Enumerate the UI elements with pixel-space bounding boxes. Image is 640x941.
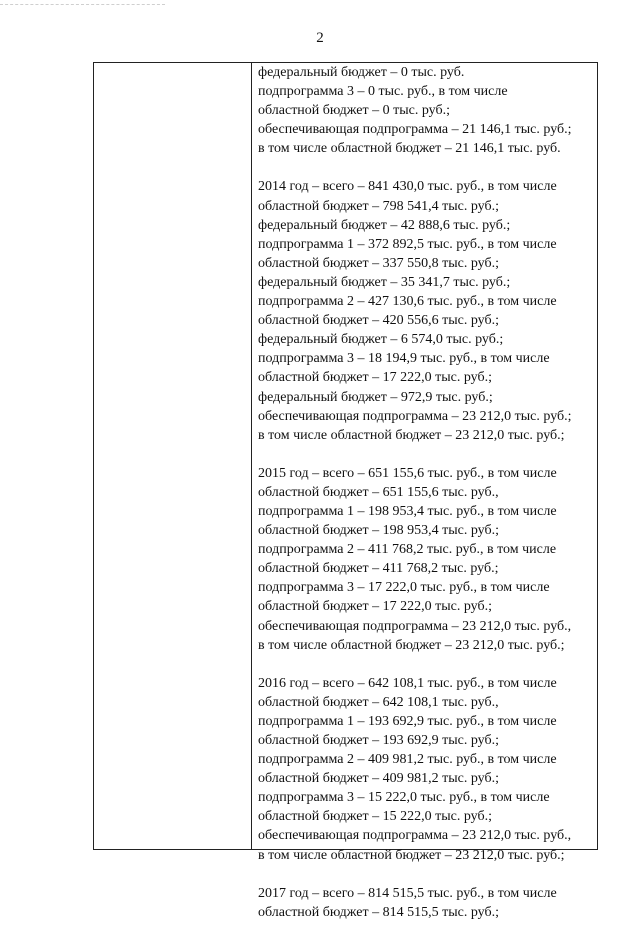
funding-paragraph <box>258 177 595 444</box>
funding-line: областной бюджет – 651 155,6 тыс. руб., <box>258 484 499 500</box>
funding-line: областной бюджет – 17 222,0 тыс. руб.; <box>258 599 492 615</box>
funding-line: подпрограмма 1 – 372 892,5 тыс. руб., в том числе <box>258 236 557 252</box>
funding-line: областной бюджет – 0 тыс. руб.; <box>258 103 450 119</box>
funding-line: в том числе областной бюджет – 23 212,0 тыс. руб.; <box>258 847 565 863</box>
funding-line: обеспечивающая подпрограмма – 23 212,0 тыс. руб., <box>258 828 572 844</box>
funding-line: обеспечивающая подпрограмма – 23 212,0 тыс. руб.; <box>258 408 572 424</box>
funding-details-cell <box>258 63 595 941</box>
funding-line: подпрограмма 3 – 15 222,0 тыс. руб., в том числе <box>258 790 550 806</box>
funding-line: подпрограмма 2 – 411 768,2 тыс. руб., в том числе <box>258 542 557 558</box>
funding-line: областной бюджет – 17 222,0 тыс. руб.; <box>258 370 492 386</box>
funding-line: областной бюджет – 198 953,4 тыс. руб.; <box>258 523 499 539</box>
funding-line: областной бюджет – 15 222,0 тыс. руб.; <box>258 809 492 825</box>
scan-artifact <box>0 0 165 5</box>
funding-line: областной бюджет – 814 515,5 тыс. руб.; <box>258 904 499 920</box>
funding-line: областной бюджет – 193 692,9 тыс. руб.; <box>258 733 499 748</box>
funding-line: подпрограмма 2 – 427 130,6 тыс. руб., в том числе <box>258 294 557 310</box>
funding-line: подпрограмма 3 – 17 222,0 тыс. руб., в том числе <box>258 580 550 596</box>
funding-paragraph <box>258 63 595 158</box>
funding-line: в том числе областной бюджет – 23 212,0 тыс. руб.; <box>258 427 565 443</box>
funding-line: 2017 год – всего – 814 515,5 тыс. руб., в том числе <box>258 885 557 901</box>
funding-line: 2016 год – всего – 642 108,1 тыс. руб., в том числе <box>258 675 557 691</box>
funding-line: федеральный бюджет – 6 574,0 тыс. руб.; <box>258 332 504 348</box>
funding-line: областной бюджет – 337 550,8 тыс. руб.; <box>258 255 499 271</box>
funding-line: областной бюджет – 420 556,6 тыс. руб.; <box>258 313 499 329</box>
funding-line: федеральный бюджет – 0 тыс. руб. <box>258 65 465 80</box>
funding-line: обеспечивающая подпрограмма – 23 212,0 тыс. руб., <box>258 618 572 634</box>
funding-line: областной бюджет – 411 768,2 тыс. руб.; <box>258 561 499 577</box>
funding-line: в том числе областной бюджет – 21 146,1 тыс. руб. <box>258 141 561 157</box>
funding-line: подпрограмма 3 – 18 194,9 тыс. руб., в том числе <box>258 351 550 367</box>
funding-line: подпрограмма 2 – 409 981,2 тыс. руб., в том числе <box>258 752 557 768</box>
funding-line: федеральный бюджет – 972,9 тыс. руб.; <box>258 389 493 405</box>
funding-line: подпрограмма 1 – 198 953,4 тыс. руб., в том числе <box>258 503 557 519</box>
funding-paragraph <box>258 464 595 655</box>
funding-table <box>93 62 598 920</box>
column-divider <box>251 63 252 849</box>
funding-line: 2014 год – всего – 841 430,0 тыс. руб., в том числе <box>258 179 557 195</box>
funding-line: федеральный бюджет – 42 888,6 тыс. руб.; <box>258 217 511 233</box>
funding-line: областной бюджет – 798 541,4 тыс. руб.; <box>258 198 499 214</box>
funding-line: областной бюджет – 409 981,2 тыс. руб.; <box>258 771 499 787</box>
funding-paragraph <box>258 674 595 865</box>
funding-line: обеспечивающая подпрограмма – 21 146,1 тыс. руб.; <box>258 122 572 138</box>
funding-line: федеральный бюджет – 35 341,7 тыс. руб.; <box>258 274 511 290</box>
funding-line: областной бюджет – 642 108,1 тыс. руб., <box>258 694 499 710</box>
funding-line: подпрограмма 1 – 193 692,9 тыс. руб., в том числе <box>258 713 557 729</box>
funding-line: 2015 год – всего – 651 155,6 тыс. руб., в том числе <box>258 465 557 481</box>
page-number: 2 <box>316 30 324 46</box>
funding-paragraph <box>258 884 595 922</box>
funding-line: подпрограмма 3 – 0 тыс. руб., в том числе <box>258 84 508 100</box>
funding-line: в том числе областной бюджет – 23 212,0 тыс. руб.; <box>258 637 565 653</box>
